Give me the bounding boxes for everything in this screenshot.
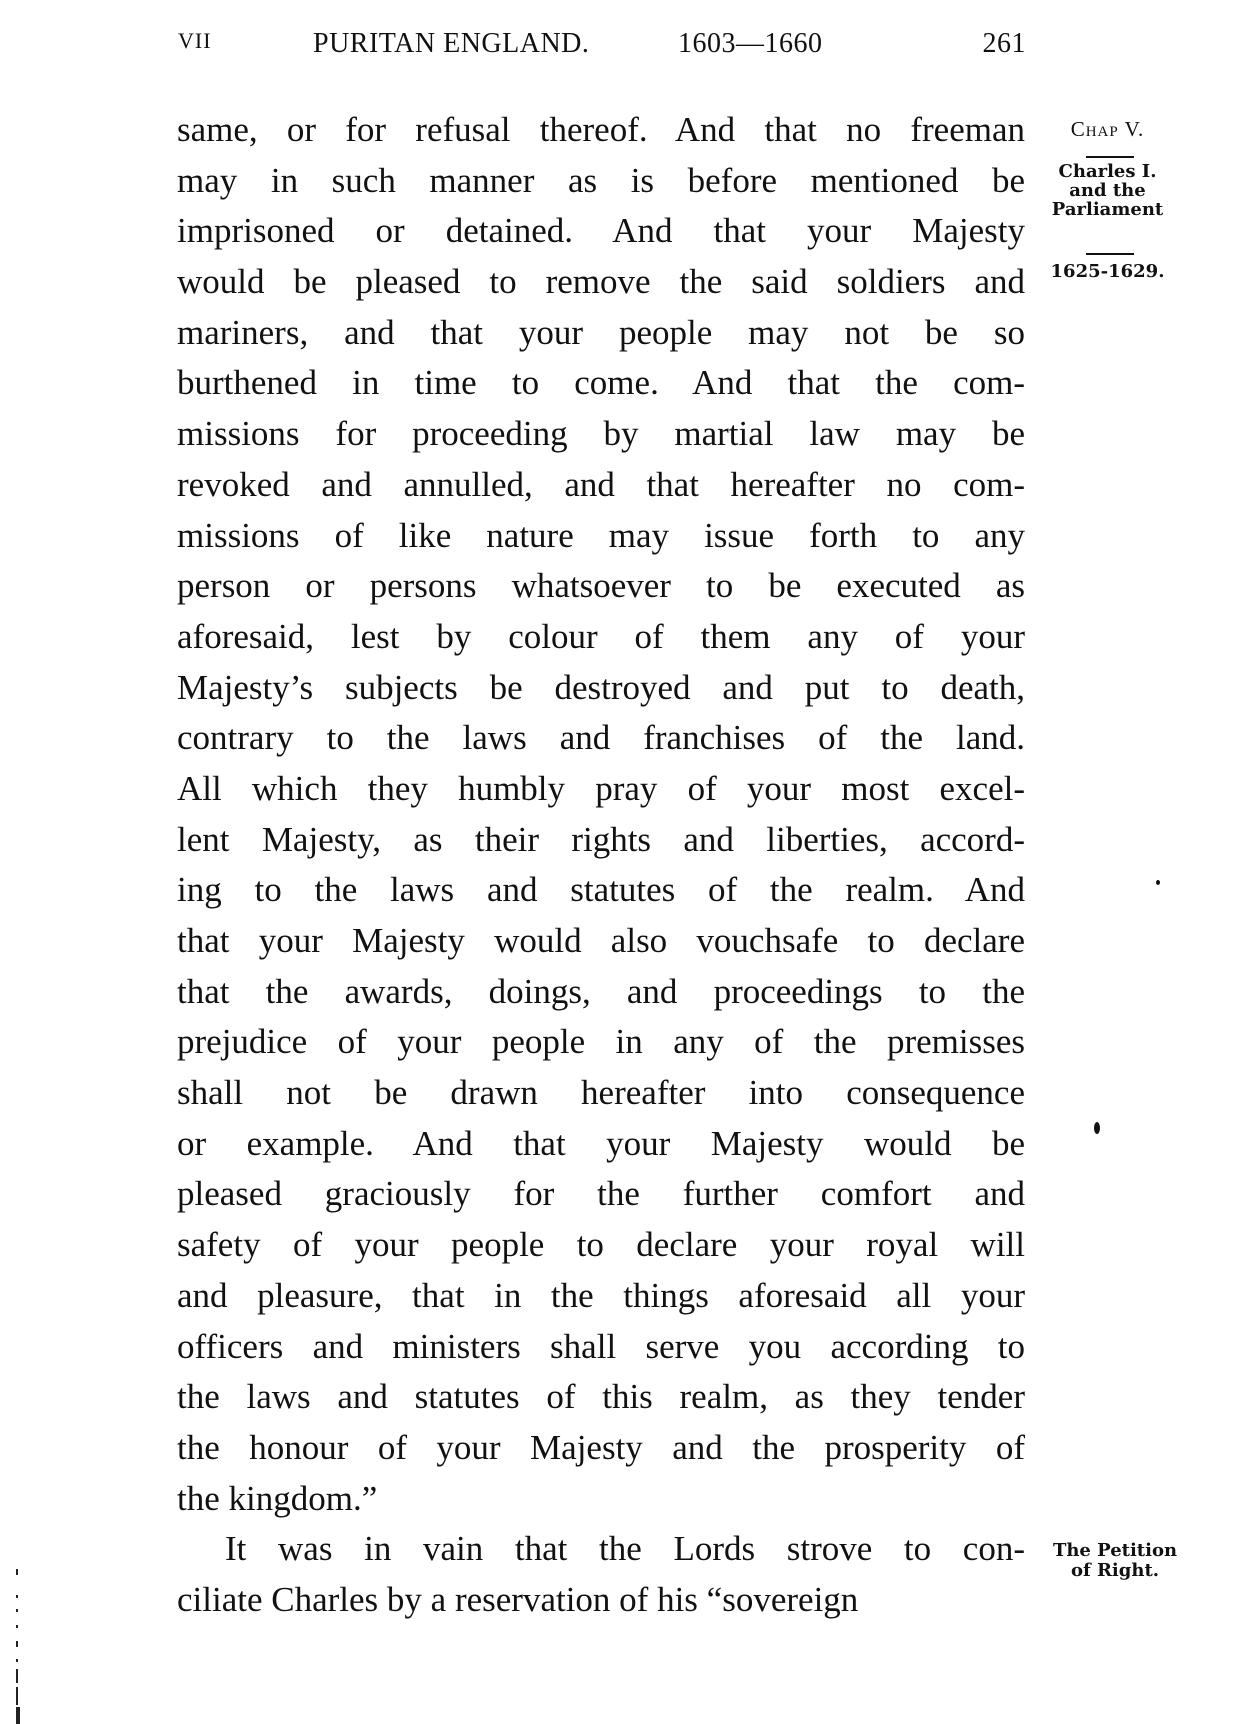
text-line: mariners, and that your people may not be so	[177, 312, 1025, 352]
text-line: would be pleased to remove the said soldiers and	[177, 262, 1025, 302]
running-head-dates: 1603—1660	[678, 28, 823, 59]
sidenote-chapter: Chap V.	[1070, 117, 1145, 141]
text-line: All which they humbly pray of your most excel-	[177, 768, 1025, 808]
text-line: ing to the laws and statutes of the realm. And	[177, 870, 1025, 910]
text-line: may in such manner as is before mentioned be	[177, 160, 1025, 200]
text-line: contrary to the laws and franchises of the land.	[177, 718, 1025, 758]
text-line: the laws and statutes of this realm, as they tender	[177, 1377, 1025, 1417]
sidenote-rule	[1086, 253, 1134, 255]
sidenote-topic-line: Charles I.	[1058, 161, 1157, 182]
text-line: aforesaid, lest by colour of them any of your	[177, 616, 1025, 656]
sidenote-petition	[1030, 1541, 1200, 1581]
sidenote-topic	[1030, 162, 1185, 219]
page-number: 261	[982, 28, 1026, 59]
text-line: ciliate Charles by a reservation of his “sovereign	[177, 1579, 859, 1619]
sidenote-rule	[1086, 156, 1134, 158]
text-line: officers and ministers shall serve you according to	[177, 1326, 1025, 1366]
ink-speck	[1094, 1122, 1100, 1134]
body-text	[177, 105, 1025, 1626]
text-line: the honour of your Majesty and the prosperity of	[177, 1427, 1025, 1467]
text-line: shall not be drawn hereafter into consequence	[177, 1073, 1025, 1113]
sidenote-topic-line: and the	[1069, 180, 1146, 201]
sidenote-topic-line: Parliament	[1051, 199, 1164, 220]
text-line: imprisoned or detained. And that your Majesty	[177, 211, 1025, 251]
sidenote-petition-line: The Petition	[1052, 1540, 1178, 1561]
text-line: Majesty’s subjects be destroyed and put to death,	[177, 667, 1025, 707]
text-line: lent Majesty, as their rights and liberties, accord-	[177, 819, 1025, 859]
text-line: burthened in time to come. And that the com-	[177, 363, 1025, 403]
running-head-chapter-numeral: VII	[178, 28, 212, 53]
text-line: person or persons whatsoever to be executed as	[177, 566, 1025, 606]
text-line: same, or for refusal thereof. And that no freeman	[177, 110, 1025, 149]
sidenote-petition-line: of Right.	[1070, 1560, 1160, 1581]
scan-edge-marks	[14, 1565, 24, 1724]
text-line: that your Majesty would also vouchsafe to declare	[177, 921, 1025, 960]
text-line: missions for proceeding by martial law may be	[177, 414, 1025, 454]
text-line: or example. And that your Majesty would be	[177, 1123, 1025, 1163]
text-line: pleased graciously for the further comfort and	[177, 1174, 1025, 1214]
text-line: missions of like nature may issue forth to any	[177, 515, 1025, 555]
text-line: prejudice of your people in any of the premisses	[177, 1022, 1025, 1062]
running-head-title: PURITAN ENGLAND.	[313, 28, 590, 59]
text-line: and pleasure, that in the things aforesaid all your	[177, 1275, 1025, 1315]
ink-speck	[1156, 880, 1160, 885]
text-line-paragraph-start: It was in vain that the Lords strove to con-	[225, 1529, 1025, 1569]
text-line-paragraph-end: the kingdom.”	[177, 1478, 378, 1518]
text-line: revoked and annulled, and that hereafter no com-	[177, 464, 1025, 504]
running-head	[178, 28, 1026, 68]
text-line: that the awards, doings, and proceedings to the	[177, 971, 1025, 1011]
text-line: safety of your people to declare your royal will	[177, 1225, 1025, 1265]
sidenote-years: 1625-1629.	[1050, 261, 1165, 282]
